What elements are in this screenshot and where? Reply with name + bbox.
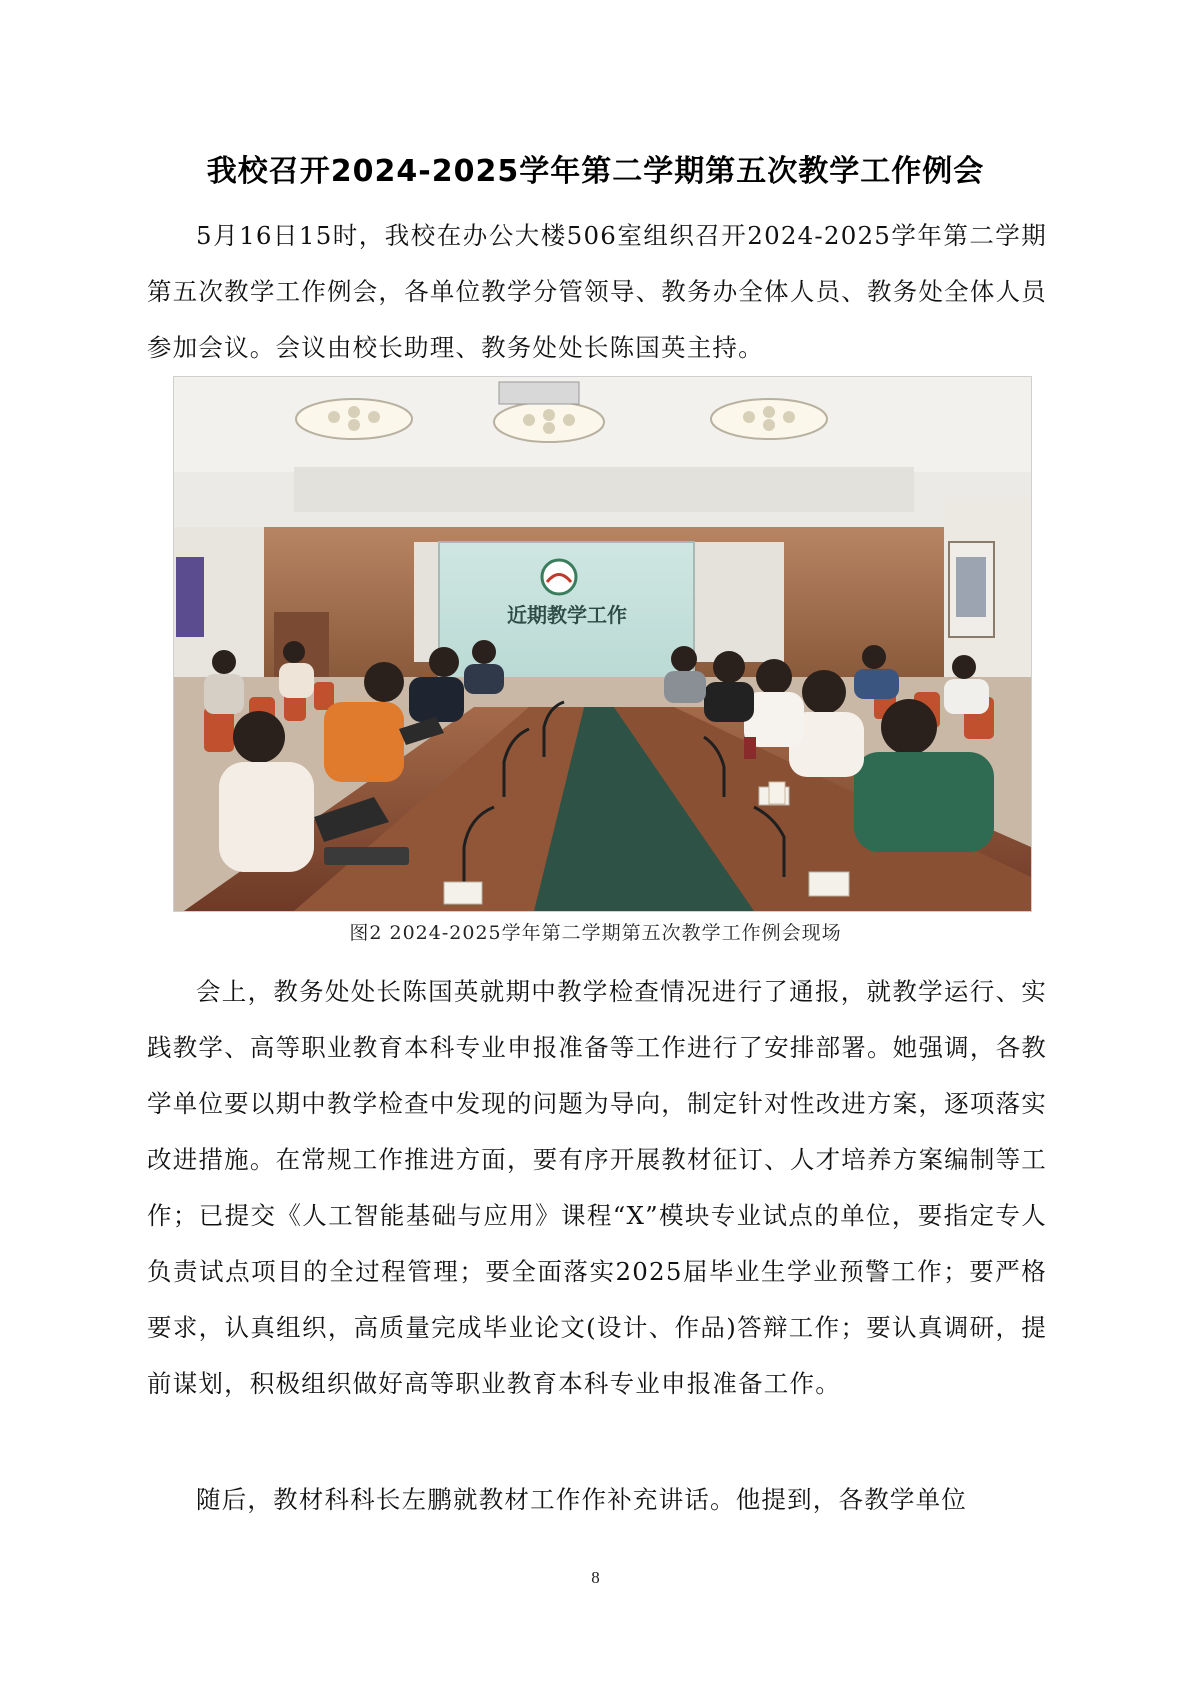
paragraph-closing: 随后，教材科科长左鹏就教材工作作补充讲话。他提到，各教学单位 bbox=[196, 1485, 967, 1514]
page-number: 8 bbox=[591, 1568, 600, 1587]
paragraph-main: 会上，教务处处长陈国英就期中教学检查情况进行了通报，就教学运行、实践教学、高等职业教育本科专业申报准备等工作进行了安排部署。她强调，各教学单位要以期中教学检查中发现的问题为导向，制定针对性改进方案，逐项落实改进措施。在常规工作推进方面，要有序开展教材征订、人才培养方案编制等工作；已提交《人工智能基础与应用》课程“X”模块专业试点的单位，要指定专人负责试点项目的全过程管理；要全面落实2025届毕业生学业预警工作；要严格要求，认真组织，高质量完成毕业论文(设计、作品)答辩工作；要认真调研，提前谋划，积极组织做好高等职业教育本科专业申报准备工作。 bbox=[147, 977, 1047, 1398]
figure-caption: 图2 2024-2025学年第二学期第五次教学工作例会现场 bbox=[349, 922, 842, 944]
meeting-photo bbox=[173, 376, 1032, 912]
paragraph-intro: 5月16日15时，我校在办公大楼506室组织召开2024-2025学年第二学期第五次教学工作例会，各单位教学分管领导、教务办全体人员、教务处全体人员参加会议。会议由校长助理、教务处处长陈国英主持。 bbox=[147, 221, 1047, 362]
article-title: 我校召开2024-2025学年第二学期第五次教学工作例会 bbox=[206, 154, 985, 189]
screen-title: 近期教学工作 bbox=[507, 603, 627, 627]
